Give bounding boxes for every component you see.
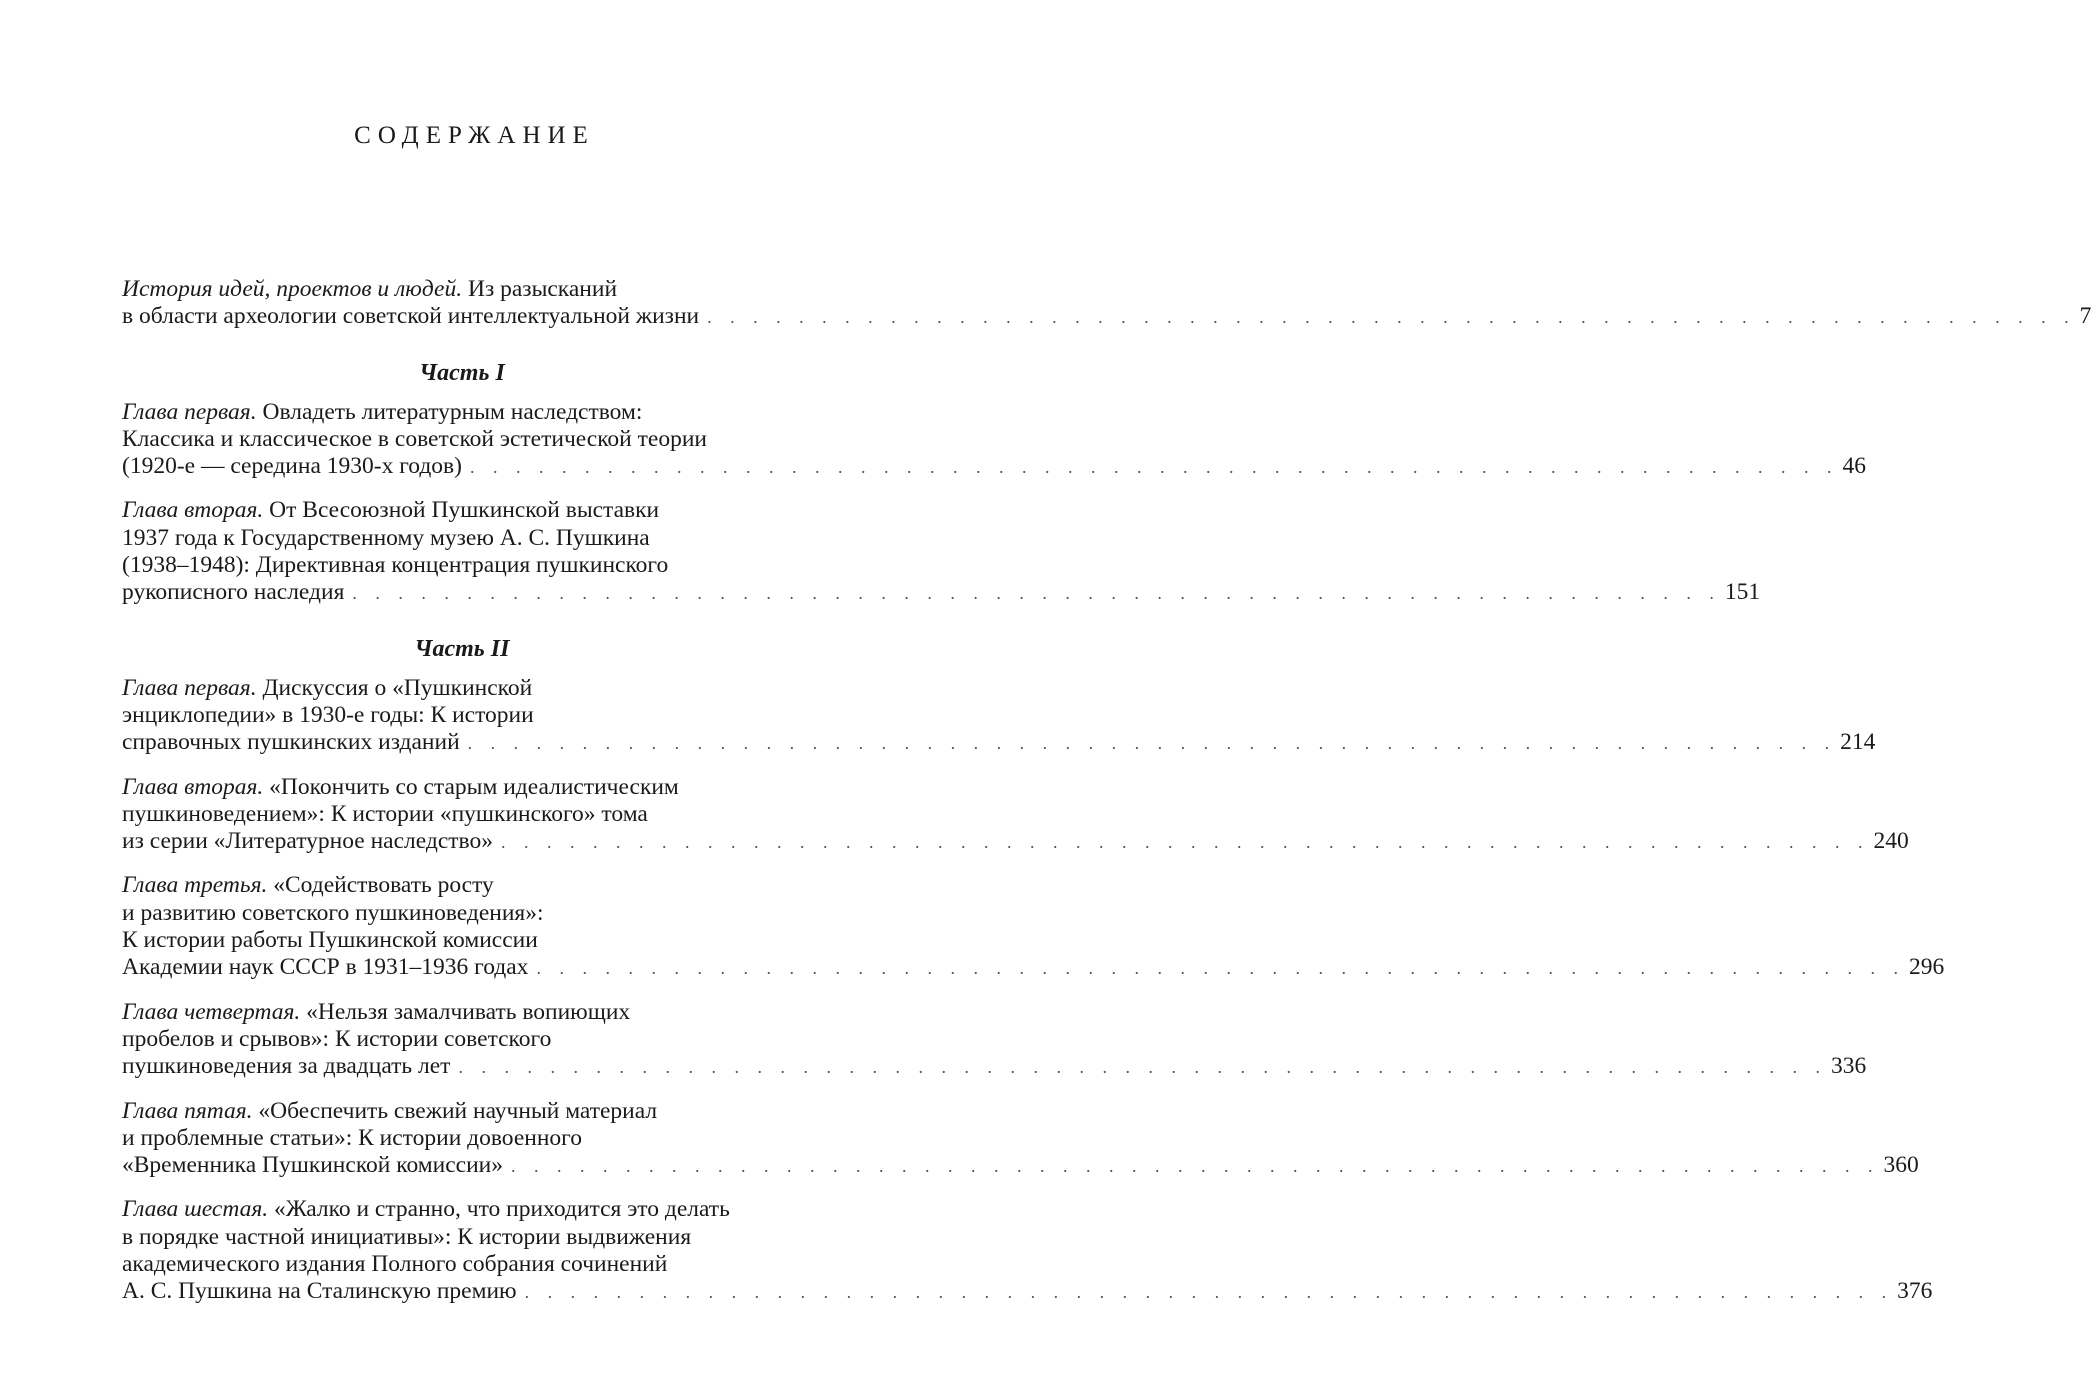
entry-first-line	[122, 675, 802, 702]
entry-first-line	[122, 999, 802, 1026]
entry-last-line	[122, 579, 1761, 607]
dot-leader: . . . . . . . . . . . . . . . . . . . . . . . . . . . . . . . . . . . . . . . . . . . . . . . . . . . . . . . . . . . .	[707, 307, 2076, 328]
dot-leader: . . . . . . . . . . . . . . . . . . . . . . . . . . . . . . . . . . . . . . . . . . . . . . . . . . . . . . . . . . . .	[458, 1057, 1827, 1078]
entry-text: Дискуссия о «Пушкинской	[256, 674, 533, 701]
entry-line: и развитию советского пушкиноведения»:	[122, 899, 544, 926]
entry-text: (1920-е — середина 1930-х годов)	[122, 453, 462, 480]
entry-first-line	[122, 399, 802, 426]
toc-entry-part2-ch6[interactable]	[122, 1196, 1933, 1306]
entry-lead: Глава первая.	[122, 674, 257, 701]
page-number: 151	[1724, 579, 1761, 606]
entry-line: К истории работы Пушкинской комиссии	[122, 927, 538, 954]
entry-first-line	[122, 497, 802, 524]
part-heading-1: Часть I	[419, 359, 505, 386]
entry-lead: Глава четвертая.	[122, 998, 301, 1025]
entry-text: рукописного наследия	[122, 579, 345, 606]
entry-line: пушкиноведением»: К истории «пушкинского» тома	[122, 800, 648, 827]
entry-text: Из разысканий	[462, 276, 618, 302]
page-number: 7	[2079, 303, 2091, 330]
entry-last-line	[122, 303, 2091, 331]
dot-leader: . . . . . . . . . . . . . . . . . . . . . . . . . . . . . . . . . . . . . . . . . . . . . . . . . . . . . . . . . . . .	[524, 1282, 1894, 1303]
entry-lead: Глава третья.	[122, 872, 268, 899]
dot-leader: . . . . . . . . . . . . . . . . . . . . . . . . . . . . . . . . . . . . . . . . . . . . . . . . . . . . . . . . . . . .	[510, 1156, 1880, 1177]
page-title: СОДЕРЖАНИЕ	[354, 122, 595, 149]
entry-line: (1938–1948): Директивная концентрация пушкинского	[122, 552, 669, 579]
entry-lead: Глава вторая.	[122, 773, 264, 800]
entry-line: академического издания Полного собрания сочинений	[122, 1251, 668, 1278]
entry-line: Классика и классическое в советской эстетической теории	[122, 425, 707, 452]
dot-leader: . . . . . . . . . . . . . . . . . . . . . . . . . . . . . . . . . . . . . . . . . . . . . . . . . . . . . . . . . . . .	[352, 583, 1721, 604]
page-number: 360	[1883, 1152, 1919, 1179]
toc-entry-intro[interactable]	[122, 276, 2091, 332]
toc-entry-part2-ch2[interactable]	[122, 773, 1909, 857]
toc-entry-part2-ch5[interactable]	[122, 1097, 1919, 1181]
entry-text: «Содействовать росту	[267, 872, 494, 899]
page-number: 336	[1830, 1053, 1867, 1080]
toc-entry-part2-ch4[interactable]	[122, 998, 1867, 1082]
entry-lead: Глава шестая.	[122, 1196, 269, 1223]
entry-first-line	[122, 774, 802, 801]
page-number: 240	[1873, 828, 1909, 855]
entry-text: справочных пушкинских изданий	[122, 729, 460, 756]
dot-leader: . . . . . . . . . . . . . . . . . . . . . . . . . . . . . . . . . . . . . . . . . . . . . . . . . . . . . . . . . . . .	[536, 958, 1905, 979]
entry-line: и проблемные статьи»: К истории довоенного	[122, 1124, 582, 1151]
entry-text: Овладеть литературным наследством:	[256, 398, 643, 425]
entry-first-line	[122, 1098, 802, 1125]
entry-text: из серии «Литературное наследство»	[122, 828, 493, 855]
dot-leader: . . . . . . . . . . . . . . . . . . . . . . . . . . . . . . . . . . . . . . . . . . . . . . . . . . . . . . . . . . . .	[467, 733, 1837, 754]
entry-text: А. С. Пушкина на Сталинскую премию	[122, 1278, 517, 1305]
entry-last-line	[122, 828, 1909, 856]
toc-entry-part1-ch1[interactable]	[122, 398, 1866, 482]
entry-line: пробелов и срывов»: К истории советского	[122, 1025, 552, 1052]
entry-last-line	[122, 453, 1866, 481]
entry-first-line	[122, 276, 802, 303]
entry-text: «Нельзя замалчивать вопиющих	[300, 998, 631, 1025]
entry-line: 1937 года к Государственному музею А. С. Пушкина	[122, 524, 650, 551]
entry-line: в порядке частной инициативы»: К истории выдвижения	[122, 1223, 692, 1250]
entry-text: От Всесоюзной Пушкинской выставки	[263, 497, 660, 524]
entry-text: «Временника Пушкинской комиссии»	[122, 1152, 503, 1179]
entry-text: «Покончить со старым идеалистическим	[263, 773, 679, 800]
entry-lead: Глава вторая.	[122, 497, 264, 524]
entry-first-line	[122, 1196, 802, 1223]
entry-text: пушкиноведения за двадцать лет	[122, 1053, 451, 1080]
entry-text: «Жалко и странно, что приходится это делать	[268, 1196, 730, 1223]
entry-last-line	[122, 954, 1945, 982]
dot-leader: . . . . . . . . . . . . . . . . . . . . . . . . . . . . . . . . . . . . . . . . . . . . . . . . . . . . . . . . . . . .	[469, 457, 1839, 478]
page-number: 46	[1842, 453, 1866, 480]
part-heading-2: Часть II	[414, 635, 510, 662]
entry-last-line	[122, 1278, 1933, 1306]
entry-text: в области археологии советской интеллектуальной жизни	[122, 303, 700, 330]
entry-lead: Глава первая.	[122, 398, 257, 425]
entry-text: Академии наук СССР в 1931–1936 годах	[122, 954, 529, 981]
entry-text: «Обеспечить свежий научный материал	[252, 1097, 658, 1124]
page-number: 214	[1840, 729, 1876, 756]
entry-lead: Глава пятая.	[122, 1097, 253, 1124]
entry-first-line	[122, 872, 802, 899]
entry-lead: История идей, проектов и людей.	[122, 276, 463, 302]
entry-last-line	[122, 1053, 1867, 1081]
toc-entry-part2-ch3[interactable]	[122, 872, 1945, 982]
toc-entry-part2-ch1[interactable]	[122, 674, 1876, 758]
dot-leader: . . . . . . . . . . . . . . . . . . . . . . . . . . . . . . . . . . . . . . . . . . . . . . . . . . . . . . . . . . . .	[500, 832, 1870, 853]
page-number: 376	[1897, 1278, 1933, 1305]
entry-last-line	[122, 729, 1876, 757]
page-number: 296	[1908, 954, 1945, 981]
table-of-contents	[122, 276, 2091, 1307]
entry-last-line	[122, 1152, 1919, 1180]
entry-line: энциклопедии» в 1930-е годы: К истории	[122, 701, 534, 728]
toc-entry-part1-ch2[interactable]	[122, 497, 1761, 607]
